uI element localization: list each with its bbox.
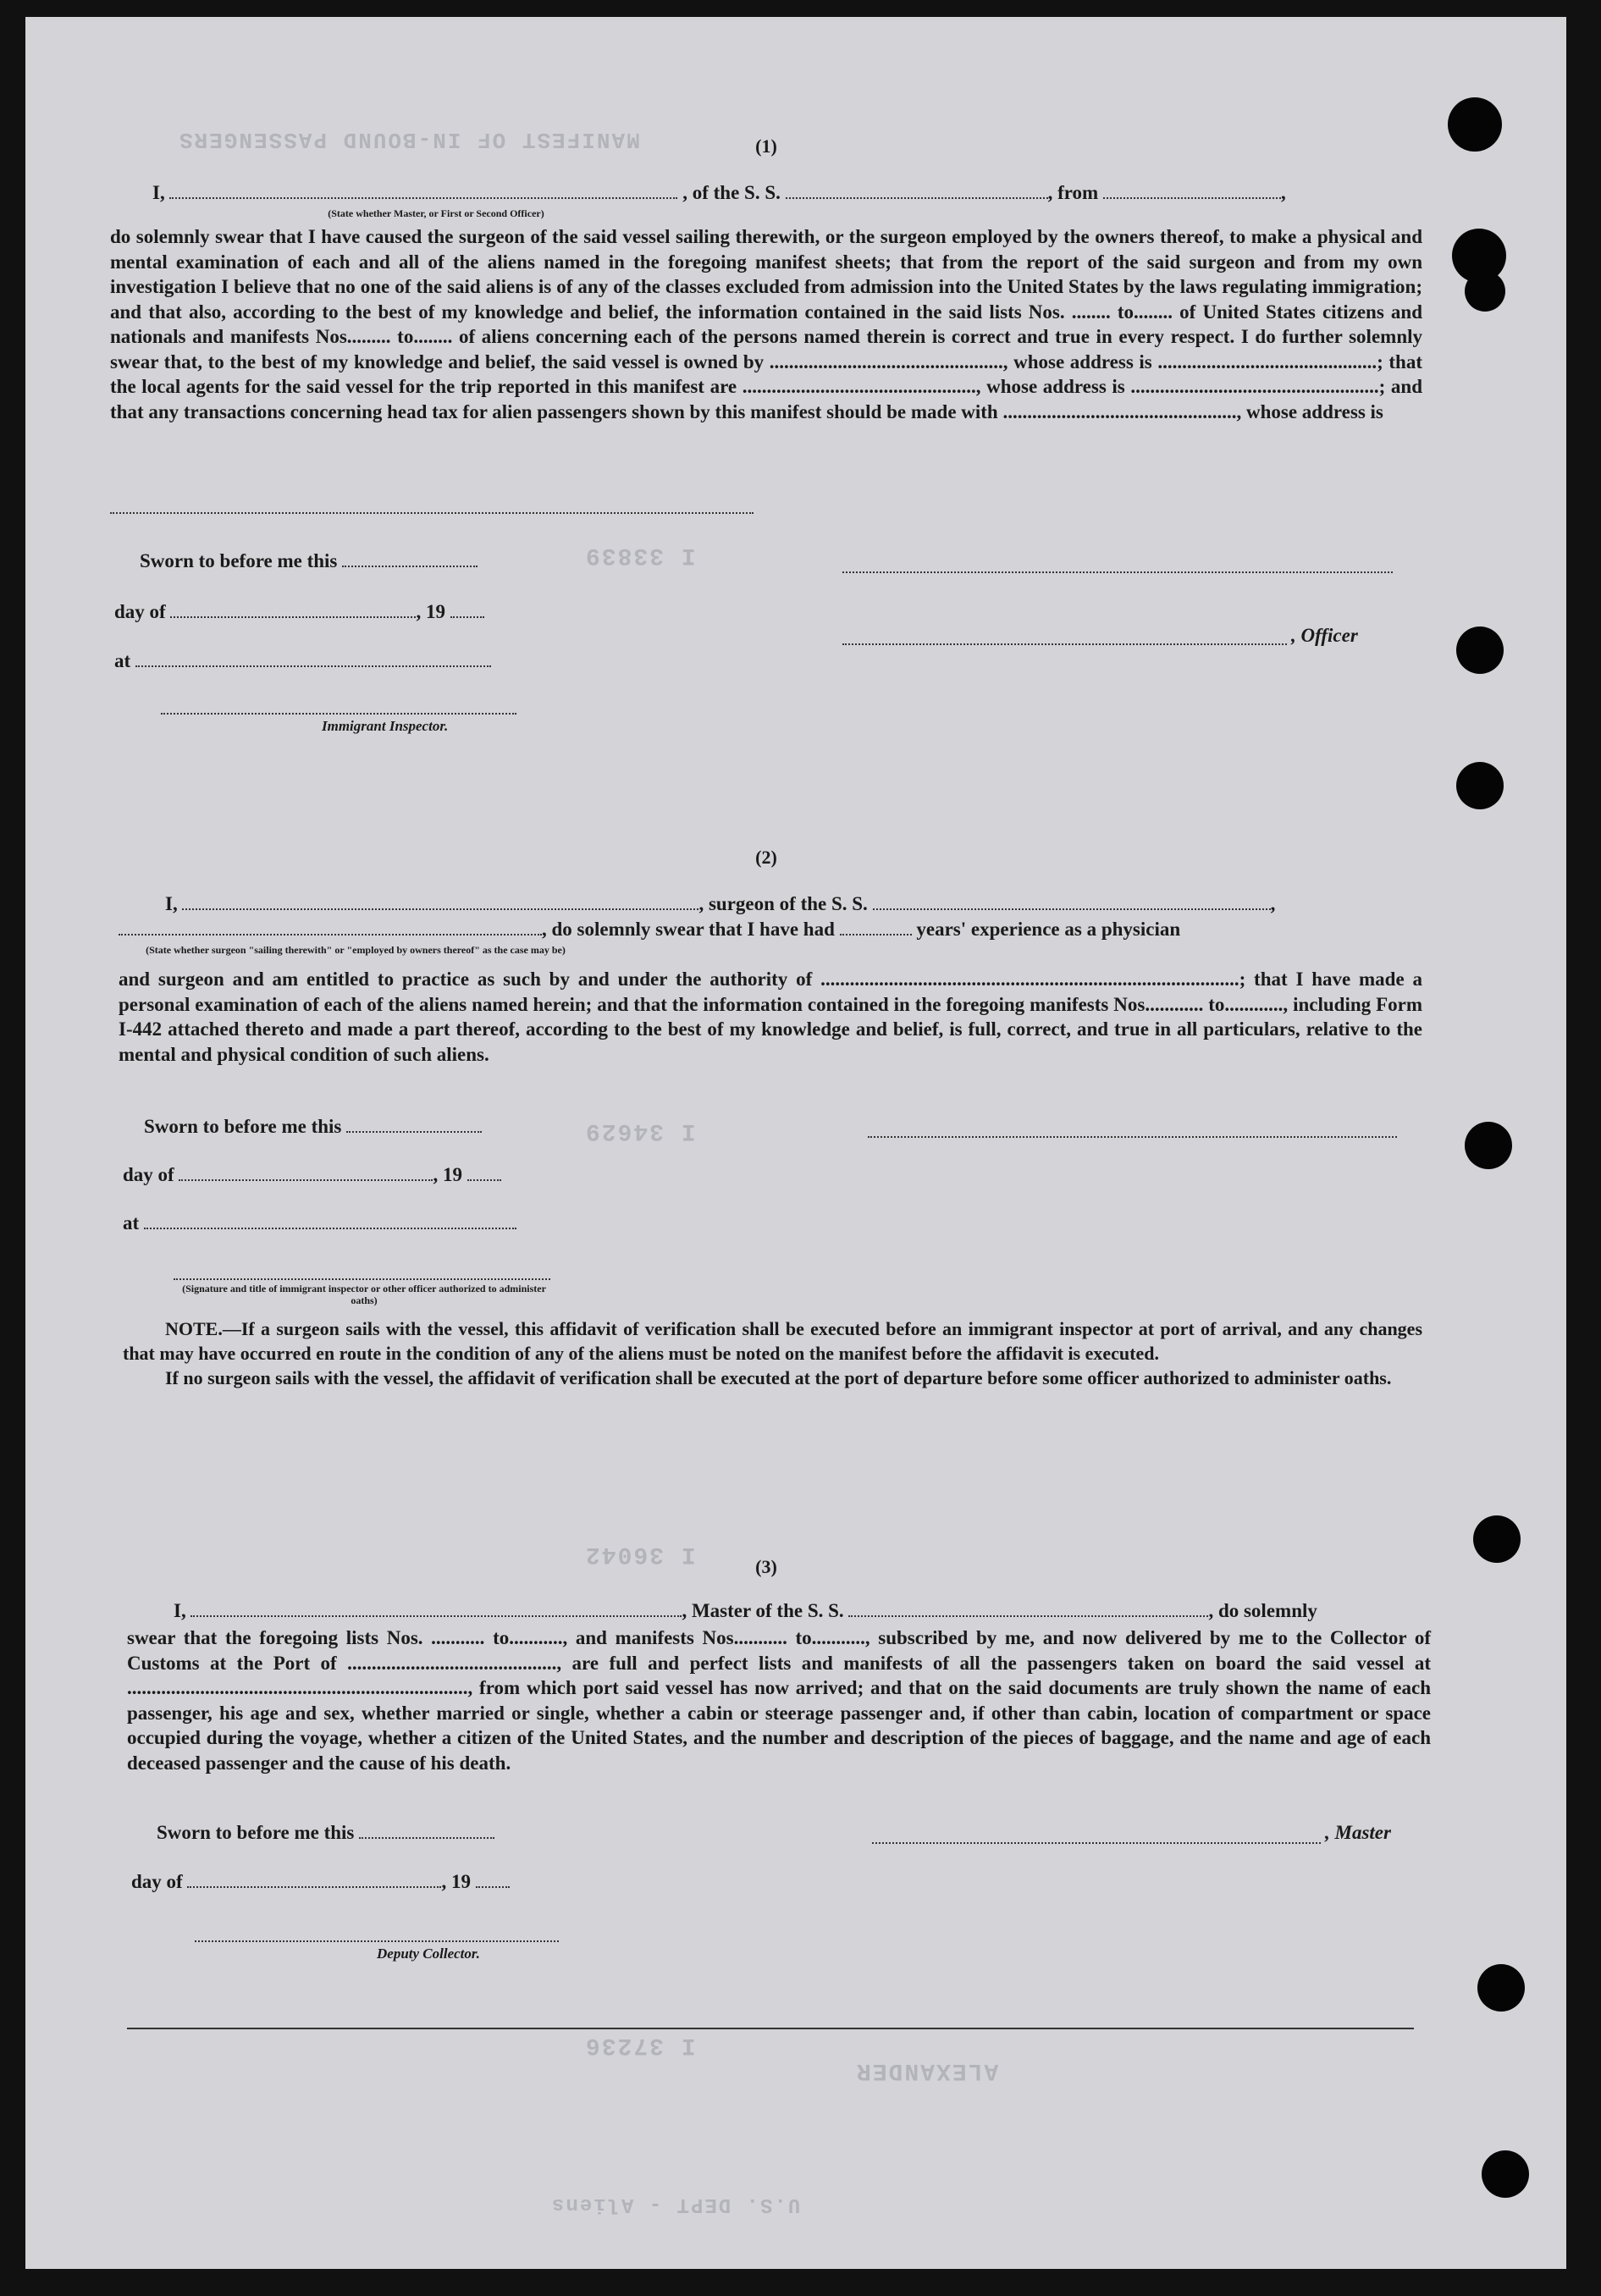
officer-title-blank[interactable] — [842, 643, 1287, 645]
section-1 — [110, 135, 1422, 157]
surgeon-caption: (State whether surgeon "sailing therewith" or "employed by owners thereof" as the case may be) — [146, 944, 566, 956]
collector-signature-blank[interactable] — [195, 1940, 559, 1942]
day-blank[interactable] — [179, 1164, 433, 1181]
punch-hole — [1477, 1964, 1525, 2012]
bleed-through-column: I 34629 — [584, 1118, 696, 1144]
inspector-signature-blank[interactable] — [174, 1278, 550, 1280]
at-blank[interactable] — [144, 1212, 516, 1229]
punch-hole — [1482, 2150, 1529, 2198]
bleed-through-column: I 33839 — [584, 542, 696, 568]
at-line: at — [114, 650, 491, 672]
oath-paragraph-3: swear that the foregoing lists Nos. ........... to..........., and manifests Nos........... to..........., subscribed by me, and now delivered by me to the Collector of Customs at the Port of ..........................................., are full and perfect lists and manifests of all the passengers taken on board the said vessel at ......................................................................, from which port said vessel has now arrived; and that on the said documents are truly shown the name of each passenger, his age and sex, whether married or single, whether a cabin or steerage passenger and, if other than cabin, location of compartment or space occupied during the voyage, whether a citizen of the United States, and the number and description of the pieces of baggage, and the name and age of each deceased passenger and the cause of his death. — [127, 1627, 1431, 1774]
sworn-line: Sworn to before me this — [157, 1822, 494, 1844]
swear-line: , do solemnly swear that I have had years' experience as a physician — [119, 919, 1180, 941]
sworn-line: Sworn to before me this — [144, 1116, 482, 1138]
punch-hole — [1465, 271, 1505, 312]
surgeon-name-blank[interactable] — [182, 893, 698, 910]
master-signature-blank[interactable] — [872, 1842, 1321, 1844]
sworn-blank[interactable] — [359, 1822, 494, 1839]
bleed-through-column: ALEXANDER — [855, 2057, 999, 2084]
punch-hole — [1456, 762, 1504, 809]
surgeon-line: I, , surgeon of the S. S. , — [165, 893, 1276, 914]
bleed-through-footer: U.S. DEPT - Aliens — [550, 2193, 801, 2216]
officer-line: I, , of the S. S. , from , — [152, 182, 1286, 203]
officer-label: , Officer — [1291, 625, 1358, 646]
vessel-blank[interactable] — [873, 893, 1271, 910]
day-line: day of , 19 — [114, 601, 484, 623]
from-port-blank[interactable] — [1103, 182, 1281, 199]
day-line: day of , 19 — [131, 1871, 510, 1893]
officer-caption: (State whether Master, or First or Second Officer) — [328, 207, 544, 219]
surgeon-status-blank[interactable] — [119, 919, 542, 936]
oath-paragraph-1: do solemnly swear that I have caused the surgeon of the said vessel sailing therewith, or the surgeon employed by the owners thereof, to make a physical and mental examination of each and all of the aliens named in the foregoing manifest sheets; that from the report of the said surgeon and from my own investigation I believe that no one of the said aliens is of any of the classes excluded from admission into the United States by the laws regulating immigration; and that also, according to the best of my knowledge and belief, the information contained in the said lists Nos. ........ to........ of United States citizens and nationals and manifests Nos......... to........ of aliens concerning each of the persons named therein is correct and true in every respect. I do further solemnly swear that, to the best of my knowledge and belief, the said vessel is owned by ................................................, whose address is .............................................; that the local agents for the said vessel for the trip reported in this manifest are ................................................, whose address is ...................................................; and that any transactions concerning head tax for alien passengers shown by this manifest should be made with ................................................, whose address is — [110, 226, 1422, 422]
bottom-divider — [127, 2028, 1414, 2029]
punch-hole — [1465, 1122, 1512, 1169]
surgeon-signature-blank[interactable] — [868, 1136, 1397, 1138]
bleed-through-column: I 36042 — [584, 1541, 696, 1567]
at-line: at — [123, 1212, 516, 1234]
section-number: (1) — [755, 135, 777, 157]
section-2 — [110, 847, 1422, 869]
oath-paragraph-2: and surgeon and am entitled to practice as such by and under the authority of ......................................................................................; that I have made a personal examination of each of the aliens named herein; and that the information contained in the foregoing manifests Nos............ to............, including Form I-442 attached thereto and made a part thereof, according to the best of my knowledge and belief, is full, correct, and true in all particulars, relative to the mental and physical condition of such aliens. — [119, 969, 1422, 1065]
section-3 — [110, 1556, 1422, 1578]
punch-hole — [1448, 97, 1502, 152]
inspector-label: Immigrant Inspector. — [322, 718, 449, 734]
year-blank[interactable] — [450, 601, 484, 618]
master-label: , Master — [1325, 1822, 1391, 1843]
year-blank[interactable] — [467, 1164, 501, 1181]
sworn-blank[interactable] — [346, 1116, 482, 1133]
vessel-blank[interactable] — [848, 1600, 1208, 1617]
document-page — [25, 17, 1566, 2269]
address-blank[interactable] — [110, 512, 754, 514]
punch-hole — [1456, 626, 1504, 674]
sworn-blank[interactable] — [342, 550, 478, 567]
master-name-blank[interactable] — [190, 1600, 682, 1617]
vessel-blank[interactable] — [786, 182, 1048, 199]
at-blank[interactable] — [135, 650, 491, 667]
day-line: day of , 19 — [123, 1164, 501, 1186]
inspector-signature-blank[interactable] — [161, 713, 516, 715]
day-blank[interactable] — [187, 1871, 441, 1888]
signature-caption: (Signature and title of immigrant inspector or other officer authorized to administer oaths) — [182, 1283, 546, 1306]
year-blank[interactable] — [476, 1871, 510, 1888]
officer-blank[interactable] — [169, 182, 677, 199]
master-line: I, , Master of the S. S. , do solemnly — [174, 1600, 1317, 1621]
officer-signature-blank[interactable] — [842, 571, 1393, 573]
section-number: (3) — [755, 1556, 777, 1577]
sworn-line: Sworn to before me this — [140, 550, 478, 572]
section-number: (2) — [755, 847, 777, 868]
bleed-through-header: MANIFEST OF IN-BOUND PASSENGERS — [178, 127, 640, 152]
years-blank[interactable] — [840, 919, 912, 936]
punch-hole — [1473, 1515, 1521, 1563]
collector-label: Deputy Collector. — [377, 1946, 480, 1962]
day-blank[interactable] — [170, 601, 416, 618]
note: NOTE.—If a surgeon sails with the vessel, this affidavit of verification shall be executed before an immigrant inspector at port of arrival, and any changes that may have occurred en route in the condition of any of the aliens must be noted on the manifest before the affidavit is executed. If no surgeon sails with the vessel, the affidavit of verification shall be executed at the port of departure before some officer authorized to administer oaths. — [123, 1318, 1422, 1388]
bleed-through-column: I 37236 — [584, 2032, 696, 2058]
